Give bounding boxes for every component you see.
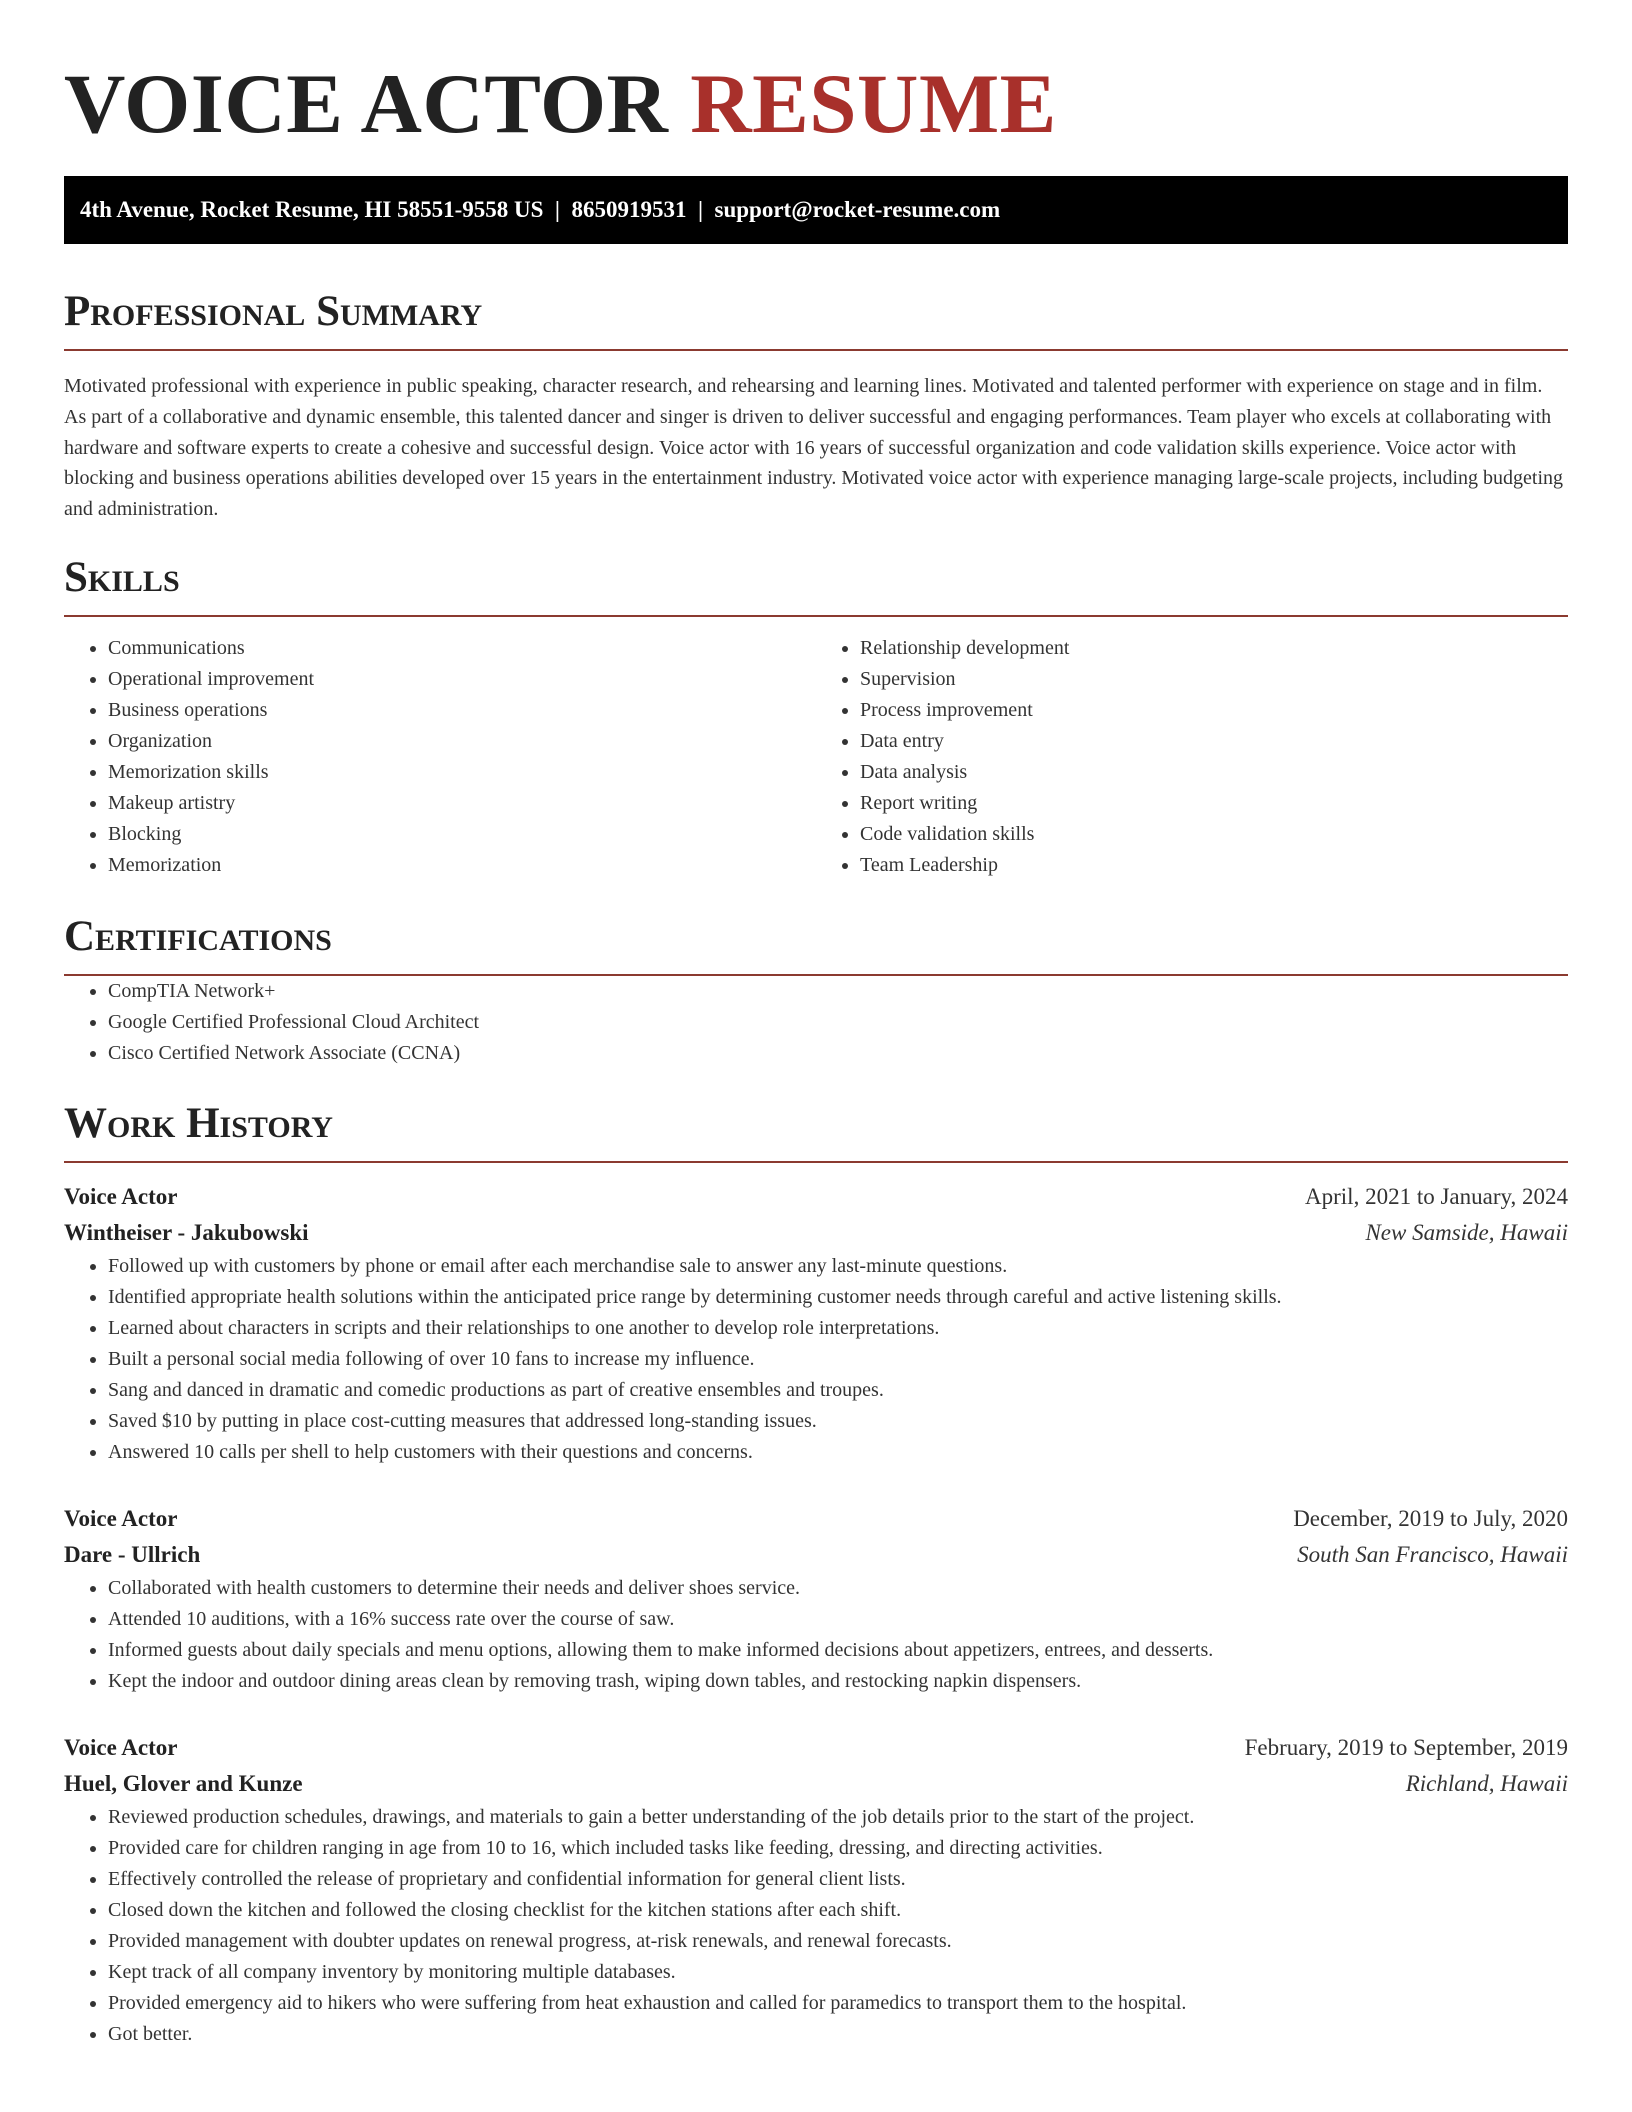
skill-item: • Business operations [108, 695, 816, 726]
job-bullet: • Kept the indoor and outdoor dining areas clean by removing trash, wiping down tables, and restocking napkin dispensers. [108, 1666, 1568, 1697]
skill-item: • Memorization [108, 850, 816, 881]
job-location: Richland, Hawaii [1405, 1770, 1568, 1796]
skill-item: • Data entry [860, 726, 1568, 757]
job-bullet: • Sang and danced in dramatic and comedic productions as part of creative ensembles and troupes. [108, 1375, 1568, 1406]
job-company: Dare - Ullrich [64, 1541, 201, 1567]
job-title: Voice Actor [64, 1734, 178, 1760]
job-company: Wintheiser - Jakubowski [64, 1219, 309, 1245]
certification-item: • Google Certified Professional Cloud Architect [108, 1007, 1568, 1038]
job-entry [64, 1179, 1568, 1468]
job-bullet: • Closed down the kitchen and followed the closing checklist for the kitchen stations after each shift. [108, 1895, 1568, 1926]
job-title: Voice Actor [64, 1183, 178, 1209]
work-history-heading: Work History [64, 1099, 1568, 1163]
job-bullet: • Built a personal social media following of over 10 fans to increase my influence. [108, 1344, 1568, 1375]
skill-item: • Makeup artistry [108, 788, 816, 819]
certification-item: • Cisco Certified Network Associate (CCNA) [108, 1038, 1568, 1069]
job-bullet: • Provided management with doubter updates on renewal progress, at-risk renewals, and renewal forecasts. [108, 1926, 1568, 1957]
job-dates: February, 2019 to September, 2019 [1244, 1734, 1568, 1760]
resume-title [64, 0, 1568, 152]
job-bullet: • Informed guests about daily specials and menu options, allowing them to make informed decisions about appetizers, entrees, and desserts. [108, 1635, 1568, 1666]
skill-item: • Operational improvement [108, 664, 816, 695]
job-dates: April, 2021 to January, 2024 [1305, 1183, 1568, 1209]
job-company-row [64, 1537, 1568, 1573]
title-accent: RESUME [690, 57, 1057, 151]
skill-item: • Team Leadership [860, 850, 1568, 881]
skill-item: • Report writing [860, 788, 1568, 819]
job-company: Huel, Glover and Kunze [64, 1770, 303, 1796]
job-bullet: • Learned about characters in scripts and their relationships to one another to develop role interpretations. [108, 1313, 1568, 1344]
job-entry [64, 1501, 1568, 1697]
skill-item: • Blocking [108, 819, 816, 850]
job-bullet: • Saved $10 by putting in place cost-cutting measures that addressed long-standing issues. [108, 1406, 1568, 1437]
job-company-row [64, 1766, 1568, 1802]
skills-list-left [64, 633, 816, 881]
job-bullet: • Effectively controlled the release of proprietary and confidential information for general client lists. [108, 1864, 1568, 1895]
summary-heading: Professional Summary [64, 287, 1568, 351]
job-header-row [64, 1730, 1568, 1766]
skills-columns [64, 633, 1568, 881]
job-bullet: • Collaborated with health customers to determine their needs and deliver shoes service. [108, 1573, 1568, 1604]
job-bullet: • Reviewed production schedules, drawings, and materials to gain a better understanding of the job details prior to the start of the project. [108, 1802, 1568, 1833]
job-bullet: • Provided emergency aid to hikers who were suffering from heat exhaustion and called for paramedics to transport them to the hospital. [108, 1988, 1568, 2019]
job-bullet: • Answered 10 calls per shell to help customers with their questions and concerns. [108, 1437, 1568, 1468]
job-header-row [64, 1501, 1568, 1537]
job-bullet: • Kept track of all company inventory by monitoring multiple databases. [108, 1957, 1568, 1988]
skill-item: • Relationship development [860, 633, 1568, 664]
skill-item: • Communications [108, 633, 816, 664]
job-location: South San Francisco, Hawaii [1297, 1541, 1568, 1567]
title-main: VOICE ACTOR [64, 57, 669, 151]
skill-item: • Process improvement [860, 695, 1568, 726]
job-location: New Samside, Hawaii [1365, 1219, 1568, 1245]
skill-item: • Organization [108, 726, 816, 757]
certification-item: • CompTIA Network+ [108, 976, 1568, 1007]
skill-item: • Data analysis [860, 757, 1568, 788]
skills-heading: Skills [64, 553, 1568, 617]
job-bullet: • Provided care for children ranging in age from 10 to 16, which included tasks like feeding, dressing, and directing activities. [108, 1833, 1568, 1864]
certifications-heading: Certifications [64, 912, 1568, 976]
certifications-list [64, 976, 1568, 1069]
job-bullets [64, 1802, 1568, 2050]
job-bullet: • Got better. [108, 2019, 1568, 2050]
job-header-row [64, 1179, 1568, 1215]
summary-text: Motivated professional with experience in public speaking, character research, and rehearsing and learning lines. Motivated and talented performer with experience on stage and in film. As part of a collaborative and dynamic ensemble, this talented dancer and singer is driven to deliver successful and engaging performances. Team player who excels at collaborating with hardware and software experts to create a cohesive and successful design. Voice actor with 16 years of successful organization and code validation skills experience. Voice actor with blocking and business operations abilities developed over 15 years in the entertainment industry. Motivated voice actor with experience managing large-scale projects, including budgeting and administration. [64, 375, 1564, 521]
job-title: Voice Actor [64, 1505, 178, 1531]
skill-item: • Code validation skills [860, 819, 1568, 850]
job-bullet: • Followed up with customers by phone or email after each merchandise sale to answer any last-minute questions. [108, 1251, 1568, 1282]
job-dates: December, 2019 to July, 2020 [1293, 1505, 1568, 1531]
job-entry [64, 1730, 1568, 2050]
job-bullets [64, 1573, 1568, 1697]
skill-item: • Memorization skills [108, 757, 816, 788]
job-company-row [64, 1215, 1568, 1251]
job-bullet: • Attended 10 auditions, with a 16% success rate over the course of saw. [108, 1604, 1568, 1635]
skill-item: • Supervision [860, 664, 1568, 695]
skills-list-right [816, 633, 1568, 881]
job-bullet: • Identified appropriate health solutions within the anticipated price range by determining customer needs through careful and active listening skills. [108, 1282, 1568, 1313]
job-bullets [64, 1251, 1568, 1468]
contact-bar: 4th Avenue, Rocket Resume, HI 58551-9558 US | 8650919531 | support@rocket-resume.com [64, 176, 1568, 244]
